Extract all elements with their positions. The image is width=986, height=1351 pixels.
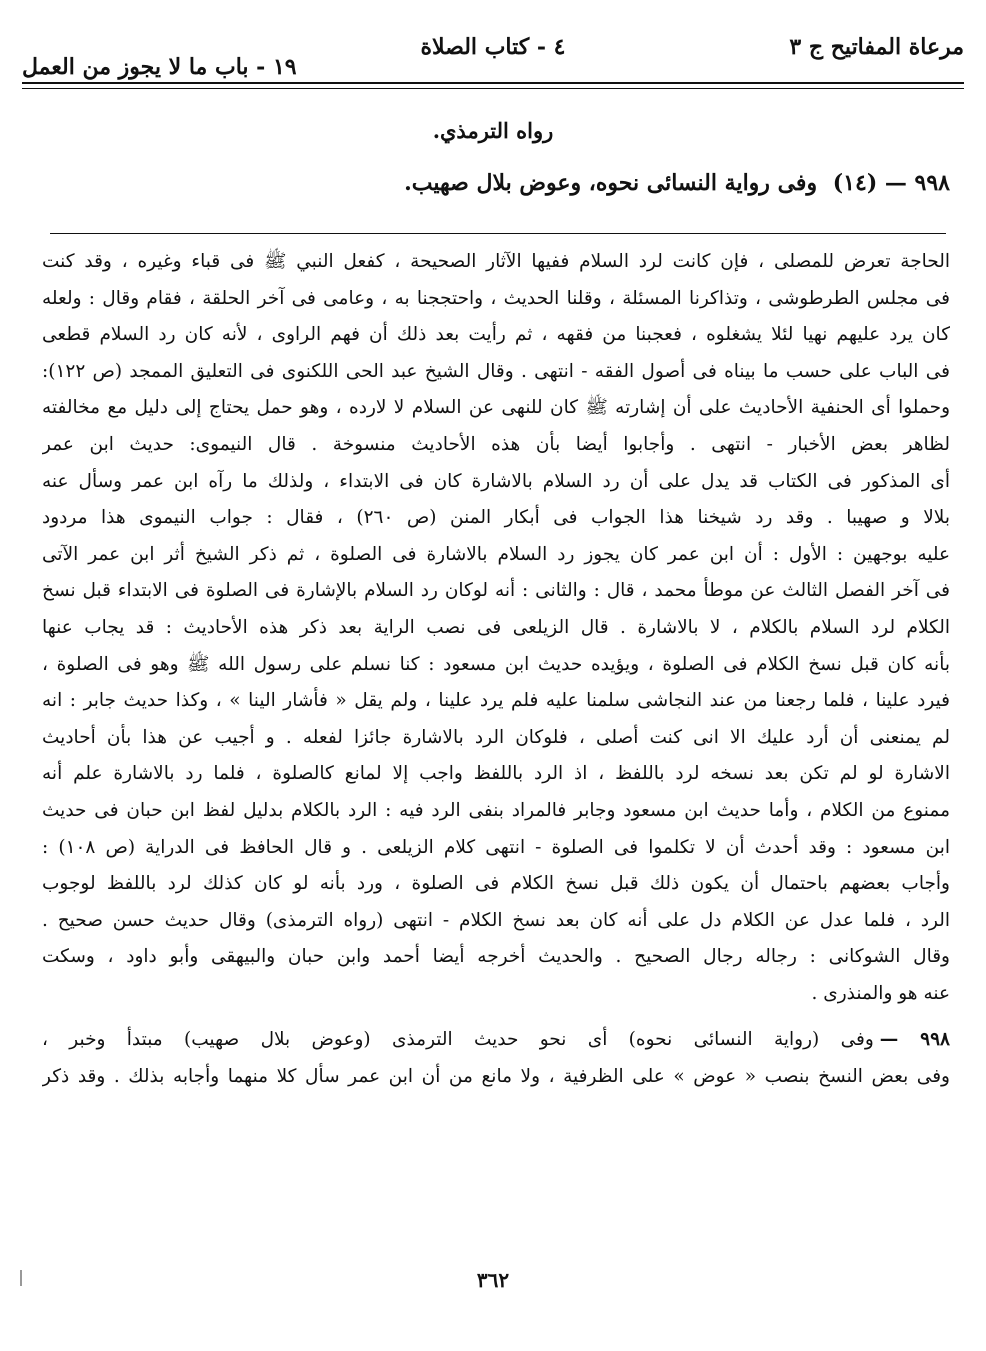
margin-mark [20, 1270, 22, 1286]
commentary-line: ممنوع من الكلام ، وأما حديث ابن مسعود وجابر فالمراد بنفى الرد فيه : الرد بالكلام بدليل لفظ ابن حبان فى حديث [42, 799, 950, 821]
hadith-text: وفى رواية النسائى نحوه، وعوض بلال صهيب. [404, 170, 818, 196]
commentary-line: الرد ، فلما عدل عن الكلام دل على أنه كان بعد نسخ الكلام - انتهى (رواه الترمذى) وقال حديث حسن صحيح . [42, 909, 950, 931]
commentary-line: فى مجلس الطرطوشى ، وتذاكرنا المسئلة ، وقلنا الحديث ، واحتججنا به ، وعامى فى آخر الحلقة ، فقام وقال : ولعله [42, 287, 950, 309]
commentary-line: ابن مسعود : وقد أحدث أن لا تكلموا فى الصلوة - انتهى كلام الزيلعى . و قال الحافظ فى الدراية (ص ١٠٨) : [42, 836, 950, 858]
commentary-line: كان يرد عليهم نهيا لئلا يشغلوه ، فعجبنا من فقهه ، ثم رأيت بعد ذلك أن فهم الراوى ، لأنه كان رد السلام قطعى [42, 324, 950, 346]
commentary-line: وحملوا أى الحنفية الأحاديث على أن إشارته ﷺ كان للنهى عن السلام لا لارده ، وهو حمل يحتاج إلى دليل مع مخالفته [42, 397, 950, 419]
commentary-line: الاشارة لو لم تكن بعد نسخه لرد باللفظ ، اذ الرد باللفظ واجب إلا لمانع كالصلوة ، فلما رد بالاشارة علم أنه [42, 763, 950, 785]
commentary-rule [50, 233, 946, 234]
page-number: ٣٦٢ [476, 1268, 510, 1292]
commentary-line: فى آخر الفصل الثالث عن موطأ محمد ، قال : والثانى : أنه لوكان رد السلام بالإشارة فى الصلوة فى الابتداء قبل نسخ [42, 580, 950, 602]
commentary-line: وفى بعض النسخ بنصب « عوض » على الظرفية ، ولا مانع من أن ابن عمر سأل كلا منهما وأجابه بذلك . وقد ذكر [42, 1066, 950, 1088]
commentary-line: الكلام لرد السلام بالكلام ، لا بالاشارة . قال الزيلعى فى نصب الراية بعد ذكر هذه الأحاديث : قد يجاب عنها [42, 616, 950, 638]
commentary-line: بلالا و صهيبا . وقد رد شيخنا هذا الجواب فى أبكار المنن (ص ٢٦٠) ، فقال : جواب النيموى هذا مردود [42, 507, 950, 529]
hadith-source: رواه الترمذي. [432, 118, 554, 143]
commentary-line: عليه بوجهين : الأول : أن ابن عمر كان يجوز رد السلام بالاشارة فى الصلوة ، ثم ذكر الشيخ أثر ابن عمر الآتى [42, 543, 950, 565]
commentary-line: وأجاب بعضهم باحتمال أن يكون ذلك قبل نسخ الكلام فى الصلوة ، ورد بأنه لو كان كذلك لرد باللفظ لوجوب [42, 873, 950, 895]
hadith-number: ٩٩٨ — (١٤) [832, 170, 950, 196]
header-chapter: ٤ - كتاب الصلاة [420, 34, 566, 60]
commentary-line: وقال الشوكانى : رجاله رجال الصحيح . والحديث أخرجه أيضا أحمد وابن حبان والبيهقى وأبو داود ، وسكت [42, 946, 950, 968]
commentary-line: فى الباب على حسب ما بيناه فى أصول الفقه - انتهى . وقال الشيخ عبد الحى اللكنوى فى التعليق الممجد (ص ١٢٢): [42, 360, 950, 382]
commentary-line: بأنه كان قبل نسخ الكلام فى الصلوة ، ويؤيده حديث ابن مسعود : كنا نسلم على رسول الله ﷺ وهو فى الصلوة ، [42, 653, 950, 675]
header-rule [22, 82, 964, 89]
commentary-line: لم يمنعنى أن أرد عليك الا انى كنت أصلى ، فلوكان الرد بالاشارة جائزا لفعله . و أجيب عن هذا بأن أحاديث [42, 726, 950, 748]
commentary-body [42, 244, 950, 1096]
header-book-title: مرعاة المفاتيح ج ٣ [789, 34, 964, 60]
entry-number: ٩٩٨ — [879, 1029, 950, 1051]
running-header [22, 28, 964, 80]
header-section: ١٩ - باب ما لا يجوز من العمل [22, 54, 297, 80]
commentary-entry-998 [42, 1022, 950, 1059]
hadith-text-line [36, 170, 950, 196]
section-spacer [42, 1012, 950, 1022]
entry-text: وفى (رواية النسائى نحوه) أى نحو حديث الترمذى (وعوض بلال صهيب) مبتدأ وخبر ، [42, 1029, 874, 1051]
commentary-line: أى المذكور فى الكتاب قد يدل على أن رد السلام بالاشارة كان فى الابتداء ، ولذلك ما رآه ابن عمر وسأل عنه [42, 470, 950, 492]
commentary-line: عنه هو والمنذرى . [811, 982, 950, 1004]
commentary-line: لظاهر بعض الأخبار - انتهى . وأجابوا أيضا بأن هذه الأحاديث منسوخة . قال النيموى: حديث ابن عمر [42, 433, 950, 455]
commentary-line: فيرد علينا ، فلما رجعنا من عند النجاشى سلمنا عليه فلم يرد علينا ، ولم يقل « فأشار الينا » ، وكذا حديث جابر : انه [42, 690, 950, 712]
commentary-line: الحاجة تعرض للمصلى ، فإن كانت لرد السلام ففيها الآثار الصحيحة ، كفعل النبي ﷺ فى قباء وغيره ، وقد كنت [42, 251, 950, 272]
